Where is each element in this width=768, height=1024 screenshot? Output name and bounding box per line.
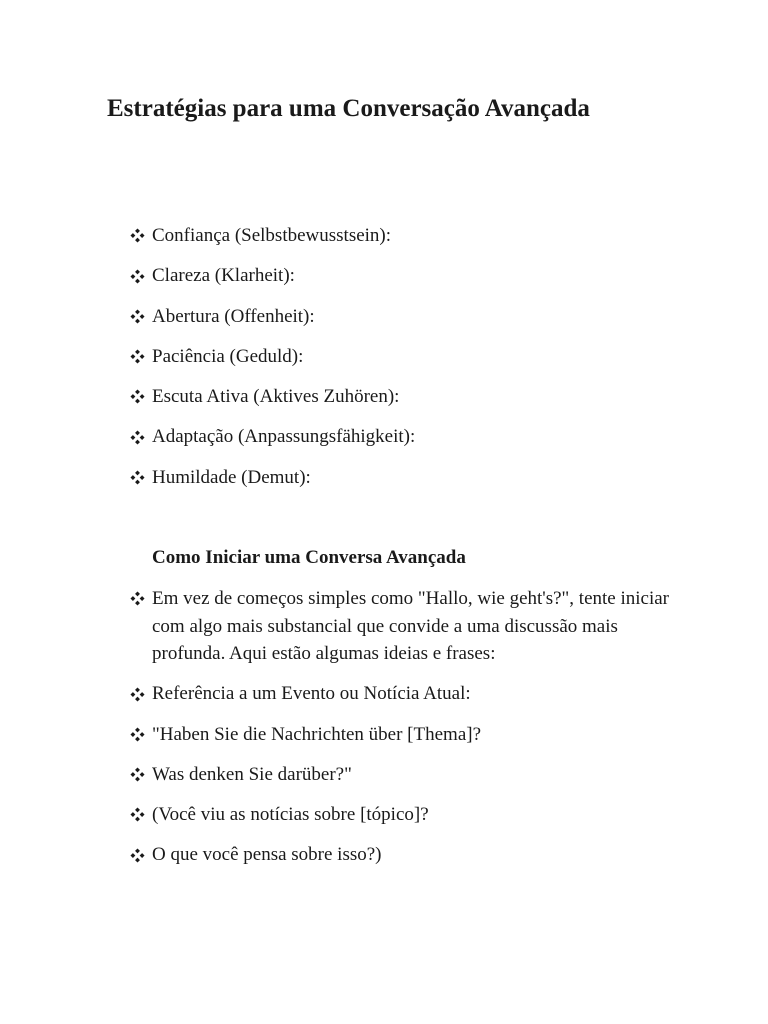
conversation-starters-list xyxy=(130,585,670,882)
list-item xyxy=(130,343,670,371)
list-item-text: Referência a um Evento ou Notícia Atual: xyxy=(152,683,471,705)
list-item xyxy=(130,423,670,451)
section-heading: Como Iniciar uma Conversa Avançada xyxy=(152,547,466,568)
list-item-text: Was denken Sie darüber?" xyxy=(152,763,352,785)
four-diamond-bullet-icon xyxy=(130,680,152,708)
page-title: Estratégias para uma Conversação Avançada xyxy=(107,95,590,122)
four-diamond-bullet-icon xyxy=(130,423,152,451)
four-diamond-bullet-icon xyxy=(130,761,152,789)
list-item xyxy=(130,680,670,708)
list-item-text: (Você viu as notícias sobre [tópico]? xyxy=(152,804,429,826)
list-item-text: Confiança (Selbstbewusstsein): xyxy=(152,225,392,246)
list-item-text: Clareza (Klarheit): xyxy=(152,265,295,287)
four-diamond-bullet-icon xyxy=(130,464,152,492)
four-diamond-bullet-icon xyxy=(130,383,152,411)
four-diamond-bullet-icon xyxy=(130,343,152,371)
list-item xyxy=(130,585,670,668)
list-item-text: Paciência (Geduld): xyxy=(152,345,304,367)
list-item-text: Adaptação (Anpassungsfähigkeit): xyxy=(152,426,416,448)
four-diamond-bullet-icon xyxy=(130,841,152,869)
list-item-text: O que você pensa sobre isso?) xyxy=(152,844,382,866)
four-diamond-bullet-icon xyxy=(130,222,152,250)
list-item-text: Em vez de começos simples como "Hallo, wie geht's?", tente iniciar com algo mais substancial que convide a uma discussão mais profunda. Aqui estão algumas ideias e frases: xyxy=(152,588,669,664)
list-item xyxy=(130,383,670,411)
list-item xyxy=(130,262,670,290)
list-item-text: Escuta Ativa (Aktives Zuhören): xyxy=(152,386,400,408)
list-item xyxy=(130,222,670,250)
list-item xyxy=(130,303,670,331)
list-item xyxy=(130,841,670,869)
list-item xyxy=(130,801,670,829)
four-diamond-bullet-icon xyxy=(130,262,152,290)
four-diamond-bullet-icon xyxy=(130,303,152,331)
list-item xyxy=(130,761,670,789)
list-item-text: Humildade (Demut): xyxy=(152,466,311,488)
list-item xyxy=(130,464,670,492)
list-item xyxy=(130,721,670,749)
list-item-text: "Haben Sie die Nachrichten über [Thema]? xyxy=(152,723,482,745)
list-item-text: Abertura (Offenheit): xyxy=(152,305,315,327)
four-diamond-bullet-icon xyxy=(130,801,152,829)
four-diamond-bullet-icon xyxy=(130,585,152,613)
qualities-list xyxy=(130,222,670,504)
four-diamond-bullet-icon xyxy=(130,721,152,749)
